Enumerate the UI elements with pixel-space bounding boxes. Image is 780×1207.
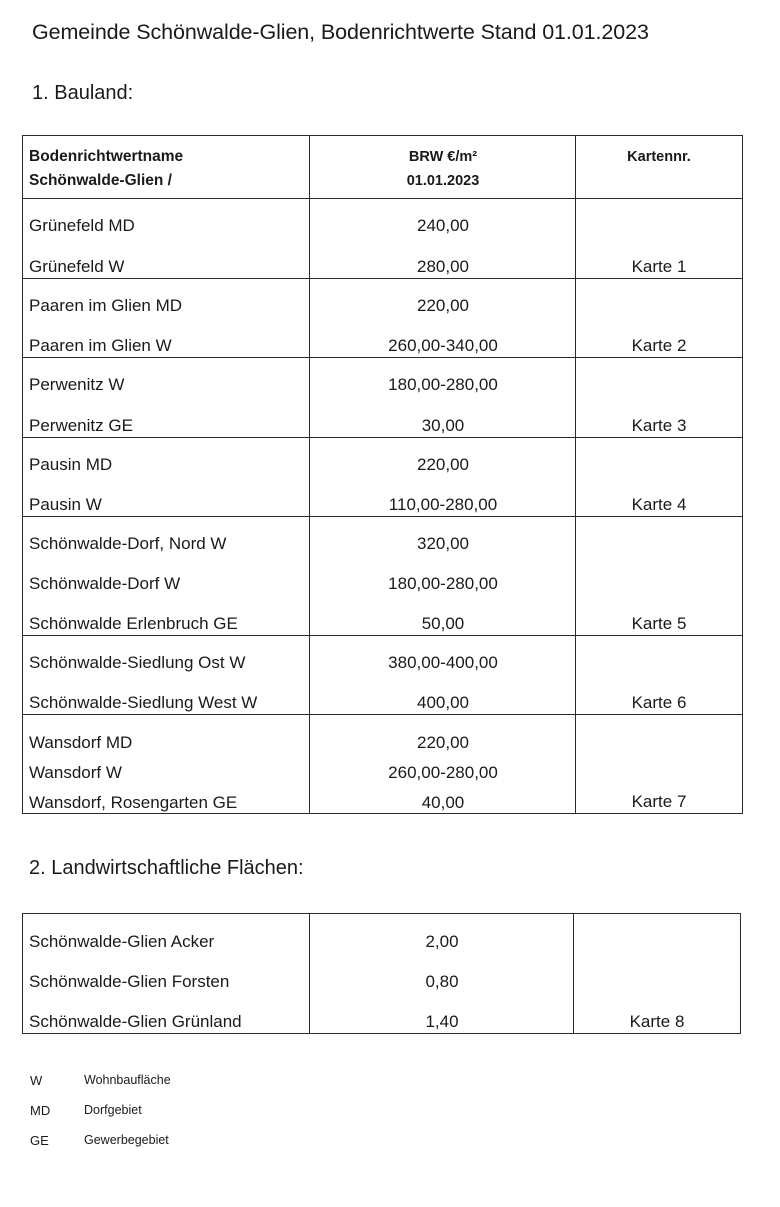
brw-value: 220,00 — [417, 455, 469, 474]
location-name: Schönwalde Erlenbruch GE — [29, 614, 238, 633]
karte-number: Karte 6 — [631, 693, 687, 712]
table-row-group — [23, 358, 743, 438]
karte-cell — [576, 358, 743, 438]
karte-number: Karte 2 — [631, 336, 687, 355]
location-name: Schönwalde-Dorf, Nord W — [29, 534, 227, 553]
brw-stack — [310, 438, 575, 516]
location-name: Pausin W — [29, 495, 102, 514]
brw-value: 240,00 — [417, 216, 469, 235]
brw-value: 1,40 — [425, 1012, 459, 1031]
brw-cell — [310, 715, 576, 814]
bauland-table — [22, 135, 743, 814]
header-name-stack — [23, 136, 309, 198]
brw-stack — [310, 636, 575, 714]
karte-number: Karte 1 — [631, 257, 687, 276]
karte-number: Karte 7 — [631, 792, 687, 811]
name-stack — [23, 636, 309, 714]
brw-value: 30,00 — [421, 416, 465, 435]
name-cell — [23, 438, 310, 517]
location-name: Paaren im Glien MD — [29, 296, 183, 315]
brw-cell — [310, 358, 576, 438]
brw-value: 380,00-400,00 — [388, 653, 498, 672]
brw-value: 260,00-340,00 — [388, 336, 498, 355]
karte-cell — [576, 199, 743, 279]
brw-value: 280,00 — [417, 257, 469, 276]
landwirtschaft-table — [22, 913, 741, 1034]
brw-cell — [310, 636, 576, 715]
karte-stack — [576, 438, 742, 516]
brw-cell — [310, 279, 576, 358]
karte-stack — [576, 358, 742, 437]
header-name-line: Bodenrichtwertname — [29, 148, 184, 165]
name-stack — [23, 199, 309, 278]
brw-value: 220,00 — [417, 733, 469, 752]
section-heading-bauland: 1. Bauland: — [32, 82, 134, 104]
brw-value: 0,80 — [425, 972, 459, 991]
brw-value: 400,00 — [417, 693, 469, 712]
legend-item — [30, 1103, 230, 1121]
table-header-row — [23, 136, 743, 199]
karte-stack — [576, 279, 742, 357]
location-name: Schönwalde-Siedlung West W — [29, 693, 258, 712]
legend-description: Dorfgebiet — [84, 1103, 142, 1117]
name-cell — [23, 358, 310, 438]
brw-value: 2,00 — [425, 932, 459, 951]
brw-cell — [310, 438, 576, 517]
brw-stack — [310, 358, 575, 437]
brw-cell — [310, 517, 576, 636]
location-name: Grünefeld W — [29, 257, 125, 276]
brw-cell — [310, 914, 574, 1034]
name-stack — [23, 715, 309, 813]
brw-stack — [310, 279, 575, 357]
name-stack — [23, 438, 309, 516]
location-name: Schönwalde-Glien Acker — [29, 932, 215, 951]
legend-abbreviation: GE — [30, 1133, 49, 1148]
brw-stack — [310, 715, 575, 813]
karte-stack — [576, 715, 742, 813]
location-name: Perwenitz GE — [29, 416, 133, 435]
karte-stack — [574, 914, 740, 1033]
location-name: Perwenitz W — [29, 375, 125, 394]
name-cell — [23, 636, 310, 715]
header-karte-line: Kartennr. — [627, 149, 691, 165]
brw-stack — [310, 517, 575, 635]
header-cell-brw — [310, 136, 576, 199]
header-name-line: Schönwalde-Glien / — [29, 172, 172, 189]
location-name: Grünefeld MD — [29, 216, 135, 235]
table-row-group — [23, 914, 741, 1034]
location-name: Schönwalde-Dorf W — [29, 574, 181, 593]
brw-value: 220,00 — [417, 296, 469, 315]
karte-cell — [576, 715, 743, 814]
table-row-group — [23, 715, 743, 814]
karte-number: Karte 3 — [631, 416, 687, 435]
brw-stack — [310, 199, 575, 278]
header-cell-karte — [576, 136, 743, 199]
brw-cell — [310, 199, 576, 279]
header-cell-name — [23, 136, 310, 199]
karte-number: Karte 5 — [631, 614, 687, 633]
karte-cell — [576, 438, 743, 517]
header-brw-stack — [310, 136, 575, 198]
table-row-group — [23, 438, 743, 517]
brw-value: 320,00 — [417, 534, 469, 553]
page-title: Gemeinde Schönwalde-Glien, Bodenrichtwerte Stand 01.01.2023 — [32, 20, 649, 44]
section-heading-landwirtschaft: 2. Landwirtschaftliche Flächen: — [29, 857, 304, 879]
karte-cell — [576, 279, 743, 358]
brw-value: 40,00 — [421, 793, 465, 812]
karte-stack — [576, 199, 742, 278]
location-name: Schönwalde-Siedlung Ost W — [29, 653, 246, 672]
name-stack — [23, 914, 309, 1033]
name-stack — [23, 358, 309, 437]
karte-stack — [576, 636, 742, 714]
karte-cell — [576, 517, 743, 636]
location-name: Schönwalde-Glien Forsten — [29, 972, 230, 991]
legend-description: Gewerbegebiet — [84, 1133, 169, 1147]
table-row-group — [23, 279, 743, 358]
location-name: Pausin MD — [29, 455, 113, 474]
location-name: Wansdorf, Rosengarten GE — [29, 793, 238, 812]
legend-item — [30, 1133, 230, 1151]
brw-value: 180,00-280,00 — [388, 375, 498, 394]
name-stack — [23, 279, 309, 357]
location-name: Wansdorf W — [29, 763, 122, 782]
table-row-group — [23, 199, 743, 279]
brw-value: 50,00 — [421, 614, 465, 633]
header-karte-stack — [576, 136, 742, 198]
brw-value: 260,00-280,00 — [388, 763, 498, 782]
name-cell — [23, 914, 310, 1034]
karte-cell — [574, 914, 741, 1034]
location-name: Wansdorf MD — [29, 733, 133, 752]
name-cell — [23, 715, 310, 814]
legend-abbreviation: MD — [30, 1103, 51, 1118]
location-name: Schönwalde-Glien Grünland — [29, 1012, 242, 1031]
name-cell — [23, 279, 310, 358]
legend-item — [30, 1073, 230, 1091]
brw-value: 180,00-280,00 — [388, 574, 498, 593]
brw-stack — [310, 914, 573, 1033]
brw-value: 110,00-280,00 — [388, 495, 498, 514]
karte-number: Karte 8 — [629, 1012, 685, 1031]
karte-cell — [576, 636, 743, 715]
header-brw-line: BRW €/m² — [408, 149, 478, 165]
name-cell — [23, 517, 310, 636]
header-brw-line: 01.01.2023 — [406, 173, 480, 189]
karte-stack — [576, 517, 742, 635]
name-stack — [23, 517, 309, 635]
karte-number: Karte 4 — [631, 495, 687, 514]
legend-description: Wohnbaufläche — [84, 1073, 171, 1087]
legend-abbreviation: W — [30, 1073, 43, 1088]
table-row-group — [23, 636, 743, 715]
location-name: Paaren im Glien W — [29, 336, 172, 355]
name-cell — [23, 199, 310, 279]
table-row-group — [23, 517, 743, 636]
